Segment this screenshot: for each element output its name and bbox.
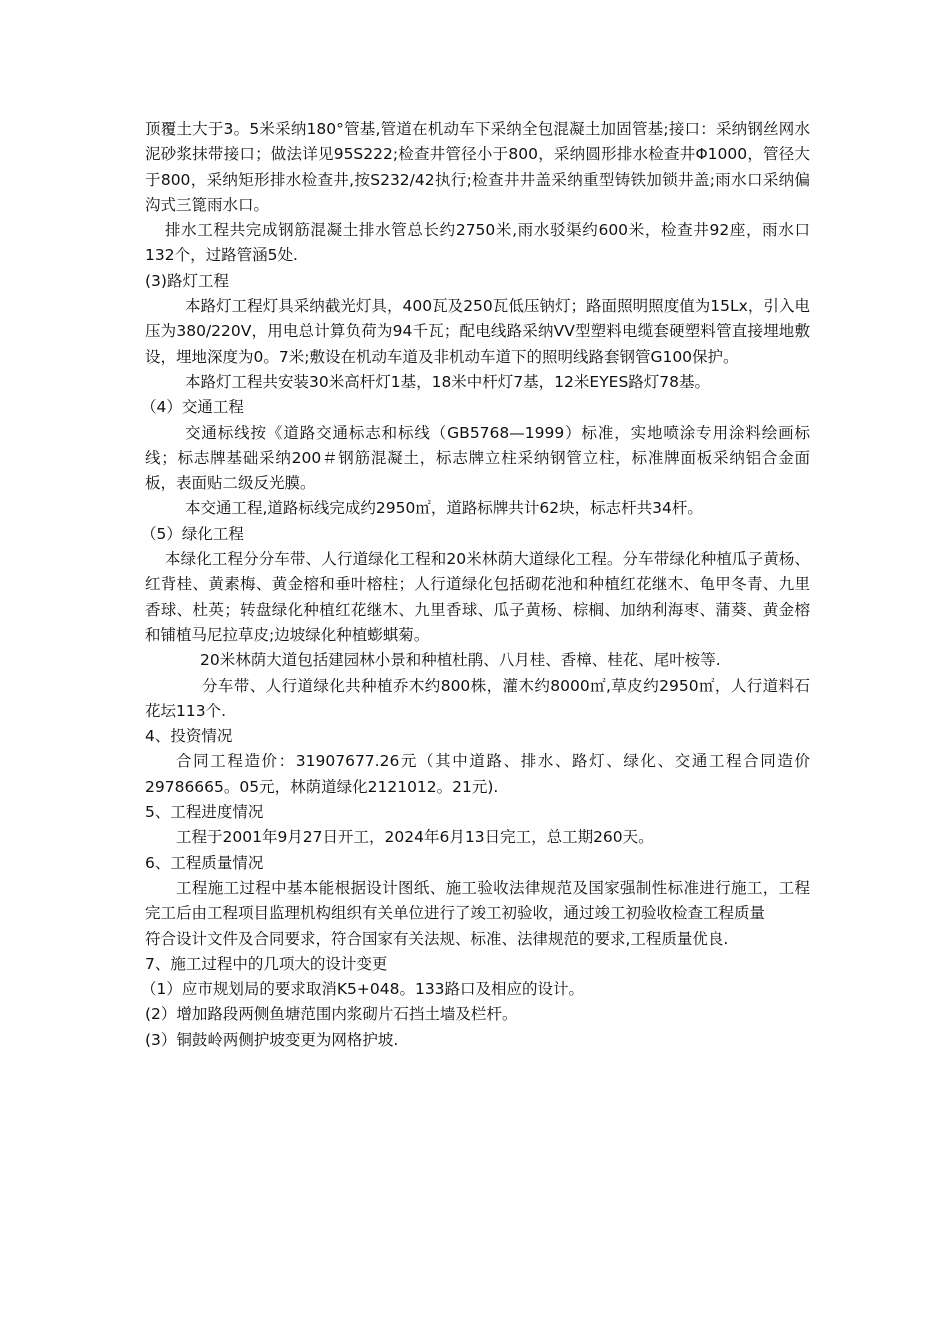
greening-quantity-paragraph: 分车带、人行道绿化共种植乔木约800株，灌木约8000㎡,草皮约2950㎡，人行道料石花坛113个. [145,676,810,720]
traffic-heading: （4）交通工程 [141,398,244,417]
quality-heading: 6、工程质量情况 [145,853,264,872]
streetlight-spec-paragraph: 本路灯工程灯具采纳截光灯具，400瓦及250瓦低压钠灯；路面照明照度值为15Lx，引入电压为380/220V，用电总计算负荷为94千瓦；配电线路采纳VV型塑料电缆套硬塑料管直接埋地敷设，埋地深度为0。7米;敷设在机动车道及非机动车道下的照明线路套钢管G100保护。 [145,297,810,366]
investment-paragraph: 合同工程造价：31907677.26元（其中道路、排水、路灯、绿化、交通工程合同造价29786665。05元，林荫道绿化2121012。21元). [145,752,810,796]
design-change-item-2: (2）增加路段两侧鱼塘范围内浆砌片石挡土墙及栏杆。 [145,1005,518,1024]
design-change-heading: 7、施工过程中的几项大的设计变更 [145,954,388,973]
design-change-item-1: （1）应市规划局的要求取消K5+048。133路口及相应的设计。 [141,980,585,999]
quality-conclusion-paragraph: 符合设计文件及合同要求，符合国家有关法规、标准、法律规范的要求,工程质量优良. [145,929,729,948]
progress-paragraph: 工程于2001年9月27日开工，2024年6月13日完工，总工期260天。 [176,828,654,847]
progress-heading: 5、工程进度情况 [145,803,264,822]
drainage-spec-paragraph: 顶覆土大于3。5米采纳180°管基,管道在机动车下采纳全包混凝土加固管基;接口：采纳钢丝网水泥砂浆抹带接口；做法详见95S222;检查井管径小于800，采纳圆形排水检查井Φ1000，管径大于800，采纳矩形排水检查井,按S232/42执行;检查井井盖采纳重型铸铁加锁井盖;雨水口采纳偏沟式三篦雨水口。 [145,120,810,214]
boulevard-paragraph: 20米林荫大道包括建园林小景和种植杜鹃、八月桂、香樟、桂花、尾叶桉等. [200,651,721,670]
greening-spec-paragraph: 本绿化工程分分车带、人行道绿化工程和20米林荫大道绿化工程。分车带绿化种植瓜子黄杨、红背桂、黄素梅、黄金榕和垂叶榕柱；人行道绿化包括砌花池和种植红花继木、龟甲冬青、九里香球、杜英；转盘绿化种植红花继木、九里香球、瓜子黄杨、棕榈、加纳利海枣、蒲葵、黄金榕和铺植马尼拉草皮;边坡绿化种植蟛蜞菊。 [145,550,810,644]
document-page [141,117,810,1053]
streetlight-heading: (3)路灯工程 [145,271,229,290]
greening-heading: （5）绿化工程 [141,524,244,543]
streetlight-quantity-paragraph: 本路灯工程共安装30米高杆灯1基，18米中杆灯7基，12米EYES路灯78基。 [185,372,711,391]
quality-paragraph: 工程施工过程中基本能根据设计图纸、施工验收法律规范及国家强制性标准进行施工，工程完工后由工程项目监理机构组织有关单位进行了竣工初验收，通过竣工初验收检查工程质量 [145,878,810,923]
design-change-item-3: (3）铜鼓岭两侧护坡变更为网格护坡. [145,1030,399,1049]
traffic-quantity-paragraph: 本交通工程,道路标线完成约2950㎡，道路标牌共计62块，标志杆共34杆。 [185,499,703,518]
traffic-spec-paragraph: 交通标线按《道路交通标志和标线（GB5768—1999）标准，实地喷涂专用涂料绘画标线；标志牌基础采纳200＃钢筋混凝土，标志牌立柱采纳钢管立柱，标准牌面板采纳铝合金面板，表面贴二级反光膜。 [145,423,810,493]
drainage-quantity-paragraph: 排水工程共完成钢筋混凝土排水管总长约2750米,雨水驳渠约600米，检查井92座，雨水口132个，过路管涵5处. [145,221,810,265]
investment-heading: 4、投资情况 [145,727,233,746]
